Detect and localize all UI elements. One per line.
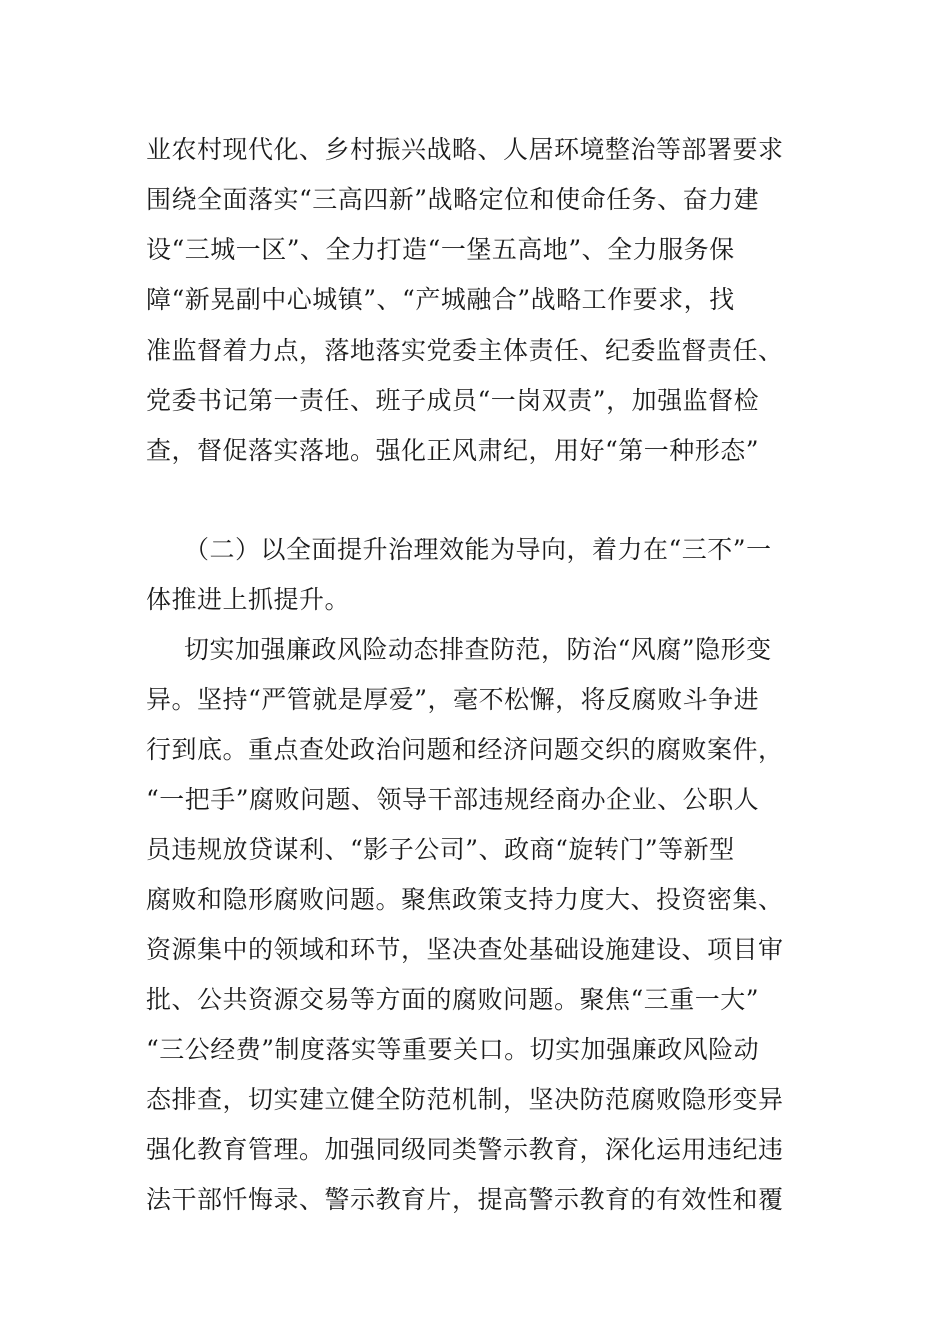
paragraph-2-line-7: 资源集中的领域和环节，坚决查处基础设施建设、项目审 (146, 935, 784, 964)
section-heading-line-2: 体推进上抓提升。 (146, 585, 351, 614)
paragraph-2-line-3: 行到底。重点查处政治问题和经济问题交织的腐败案件， (146, 735, 784, 764)
paragraph-2-line-9: “三公经费”制度落实等重要关口。切实加强廉政风险动 (146, 1035, 760, 1064)
paragraph-2-line-5: 员违规放贷谋利、“影子公司”、政商“旋转门”等新型 (146, 835, 735, 864)
paragraph-2-line-11: 强化教育管理。加强同级同类警示教育，深化运用违纪违 (146, 1135, 784, 1164)
paragraph-1-line-2: 围绕全面落实“三高四新”战略定位和使命任务、奋力建 (146, 185, 760, 214)
paragraph-2-line-10: 态排查，切实建立健全防范机制，坚决防范腐败隐形变异 (146, 1085, 784, 1114)
paragraph-2-line-2: 异。坚持“严管就是厚爱”，毫不松懈，将反腐败斗争进 (146, 685, 760, 714)
paragraph-2-line-6: 腐败和隐形腐败问题。聚焦政策支持力度大、投资密集、 (146, 885, 784, 914)
paragraph-2-line-12: 法干部忏悔录、警示教育片，提高警示教育的有效性和覆 (146, 1185, 784, 1214)
paragraph-2-line-1: 切实加强廉政风险动态排查防范，防治“风腐”隐形变 (184, 635, 772, 664)
paragraph-1-line-4: 障“新晃副中心城镇”、“产城融合”战略工作要求，找 (146, 285, 735, 314)
paragraph-1-line-5: 准监督着力点，落地落实党委主体责任、纪委监督责任、 (146, 336, 784, 365)
paragraph-2-line-4: “一把手”腐败问题、领导干部违规经商办企业、公职人 (146, 785, 760, 814)
section-heading-line-1: （二）以全面提升治理效能为导向，着力在“三不”一 (184, 535, 772, 564)
paragraph-1-line-1: 业农村现代化、乡村振兴战略、人居环境整治等部署要求 (146, 135, 784, 164)
paragraph-1-line-3: 设“三城一区”、全力打造“一堡五高地”、全力服务保 (146, 235, 735, 264)
paragraph-1-line-7: 查，督促落实落地。强化正风肃纪，用好“第一种形态” (146, 436, 760, 465)
paragraph-2-line-8: 批、公共资源交易等方面的腐败问题。聚焦“三重一大” (146, 985, 760, 1014)
paragraph-1-line-6: 党委书记第一责任、班子成员“一岗双责”，加强监督检 (146, 386, 760, 415)
